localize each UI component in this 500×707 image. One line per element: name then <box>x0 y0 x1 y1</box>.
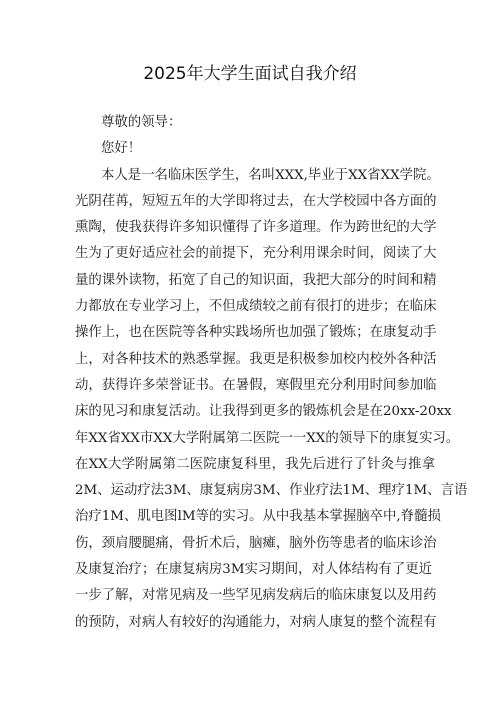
paragraph-line-1: 本人是一名临床医学生，名叫XXX,毕业于XX省XX学院。 <box>101 167 440 183</box>
document-title: 2025年大学生面试自我介绍 <box>143 64 357 84</box>
paragraph-line-13: 2M、运动疗法3M、康复病房3M、作业疗法1M、理疗1M、言语 <box>75 483 468 499</box>
paragraph-line-7: 操作上，也在医院等各种实践场所也加强了锻炼；在康复动手 <box>75 325 437 341</box>
paragraph-line-15: 伤，颈肩腰腿痛，骨折术后，脑瘫，脑外伤等患者的临床诊治 <box>75 535 437 551</box>
salutation: 尊敬的领导： <box>101 115 182 130</box>
paragraph-line-10: 床的见习和康复活动。让我得到更多的锻炼机会是在20xx-20xx <box>75 404 452 420</box>
paragraph-line-11: 年XX省XX市XX大学附属第二医院一一XX的领导下的康复实习。 <box>75 430 460 446</box>
paragraph-line-8: 上，对各种技术的熟悉掌握。我更是积极参加校内校外各种活 <box>75 351 437 367</box>
paragraph-line-3: 熏陶，使我获得许多知识懂得了许多道理。作为跨世纪的大学 <box>75 220 437 236</box>
paragraph-line-16: 及康复治疗；在康复病房3M实习期间，对人体结构有了更近 <box>75 562 432 578</box>
greeting: 您好！ <box>101 141 142 157</box>
paragraph-line-5: 量的课外读物，拓宽了自己的知识面，我把大部分的时间和精 <box>75 272 437 288</box>
paragraph-line-9: 动，获得许多荣誉证书。在暑假，寒假里充分利用时间参加临 <box>75 377 437 393</box>
paragraph-line-6: 力都放在专业学习上，不但成绩较之前有很打的进步；在临床 <box>75 299 437 315</box>
paragraph-line-4: 生为了更好适应社会的前提下，充分利用课余时间，阅读了大 <box>75 246 437 262</box>
paragraph-line-2: 光阴荏苒，短短五年的大学即将过去，在大学校园中各方面的 <box>75 193 437 209</box>
paragraph-line-17: 一步了解，对常见病及一些罕见病发病后的临床康复以及用药 <box>75 588 437 604</box>
document-body <box>75 110 468 636</box>
paragraph-line-12: 在XX大学附属第二医院康复科里，我先后进行了针灸与推拿 <box>75 456 435 472</box>
paragraph-line-14: 治疗1M、肌电图lM等的实习。从中我基本掌握脑卒中,脊髓损 <box>75 509 441 525</box>
paragraph-line-18: 的预防，对病人有较好的沟通能力，对病人康复的整个流程有 <box>75 614 437 630</box>
